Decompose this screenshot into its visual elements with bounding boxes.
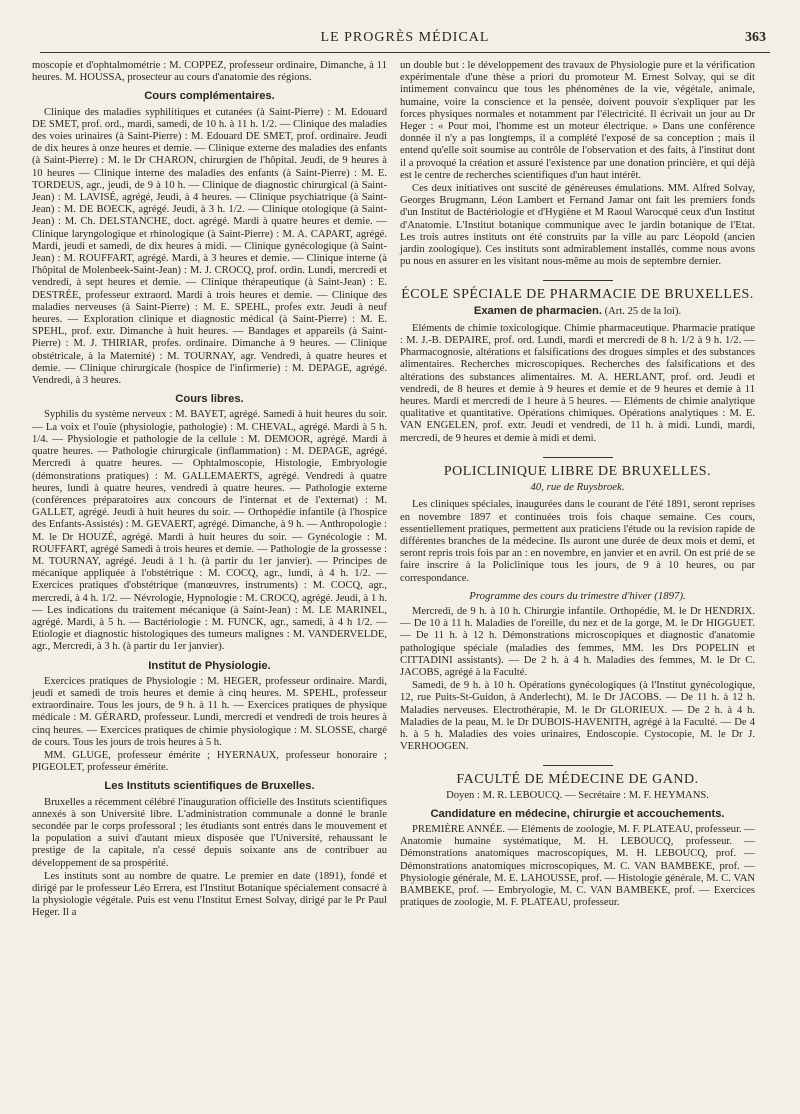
left-column — [32, 60, 387, 921]
policlinique-address: 40, rue de Ruysbroek. — [530, 481, 625, 494]
heading-examen-pharmacien: Examen de pharmacien. — [473, 304, 602, 317]
heading-faculte-gand: FACULTÉ DE MÉDECINE DE GAND. — [456, 772, 699, 788]
examen-line — [400, 305, 755, 318]
paragraph-programme-1: Mercredi, de 9 h. à 10 h. Chirurgie infantile. Orthopédie, M. le Dr HENDRIX. — De 10 à 11 h. Maladies de l'oreille, du nez et de la gorge, M. le Dr HIGGUET. — De 11 h. à 12 h. Démonstrations microscopiques et diagnostic d'anatomie pathologique spéciale (maladies des femmes, MM. les Drs POPELIN et CITTADINI assistants). — De 2 h. à 4 h. Maladies des femmes, M. le Dr C. JACOBS, agrégé à la Faculté. — [400, 605, 755, 678]
examen-reference: (Art. 25 de la loi). — [604, 305, 682, 317]
paragraph-faculte: PREMIÈRE ANNÉE. — Eléments de zoologie, M. F. PLATEAU, professeur. — Anatomie humaine systématique, M. H. LEBOUCQ, professeur. — Démonstrations anatomiques macroscopiques, M. H. LEBOUCQ, prof. — Démonstrations anatomiques microscopiques, M. C. VAN BAMBEKE, prof. — Physiologie générale, M. E. LAHOUSSE, prof. — Histologie générale, M. C. VAN BAMBEKE, prof. — Embryologie, M. C. VAN BAMBEKE, prof. — Exercices pratiques de zoologie, M. F. PLATEAU, professeur. — [400, 823, 755, 909]
paragraph-continuation-2: Ces deux initiatives ont suscité de généreuses émulations. MM. Alfred Solvay, Georges Brugmann, Léon Lambert et Fernand Jamar ont fait les premiers fonds d'un Institut de Bactériologie et d'Hygiène et M Raoul Warocqué ceux d'un Institut d'Anatomie. L'Institut botanique communique avec le jardin botanique de l'Etat. Les trois autres instituts ont été construits par la ville au parc Léopold (ancien jardin zoologique). Ces instituts sont admirablement installés, comme nous avons pu nous en assurer en les visitant nous-même au mois de septembre dernier. — [400, 183, 755, 268]
section-divider — [543, 457, 613, 458]
paragraph-cours-complementaires: Clinique des maladies syphilitiques et cutanées (à Saint-Pierre) : M. Edouard DE SMET, prof. ord., mardi, samedi, de 10 h. à 11 h. 1/2. — Clinique des maladies des voies urinaires (à Saint-Pierre) : M. Edouard DE SMET, prof. ordinaire. Jeudi de dix heures à onze heures et demie. — Clinique externe des maladies des enfants (à Saint-Pierre) : M. le Dr CHARON, chirurgien de l'hôpital. Jeudi, de 9 heures à 10 heures — Clinique interne des maladies des enfants (à Saint-Pierre) : M. E. TORDEUS, agr., jeudi, de 9 à 10 h. — Clinique de diagnostic chirurgical (à Saint-Jean) : M. LAVISÉ, agrégé, Jeudi, à 4 heures. — Clinique psychiatrique (à Saint-Jean) : M. DE BOECK, agrégé. Jeudi, à 3 h. 1/2. — Clinique otologique (à Saint-Jean) : M. Ch. DELSTANCHE, doct. agrégé. Mardi à quatre heures et demie. — Clinique laryngologique et rhinologique (à Saint-Pierre) : M. A. CAPART, agrégé. Mardi, jeudi et samedi, de dix heures à midi. — Clinique gynécologique (à Saint-Jean) : M. ROUFFART, agrégé. Mardi, à 3 heures et demie. — Clinique interne (à l'hôpital de Molenbeek-Saint-Jean) : M. J. CROCQ, prof. ordin. Lundi, mercredi et vendredi, à sept heures et demie. — Clinique thérapeutique (à Saint-Jean) : E. DESTRÉE, professeur extraord. Mardi à trois heures et demie. — Clinique des maladies nerveuses (à Saint-Pierre) : M. E. SPEHL, profes extr. Jeudi à neuf heures. — Exploration clinique et diagnostic médical (à Saint-Pierre) : M. E. SPEHL, prof. extr. Dimanche à huit heures. — Bandages et appareils (à Saint-Pierre) : M. J. THIRIAR, profes. ordinaire. Dimanche à 9 heures. — Clinique obstétricale, à la Maternité) : M. TOURNAY, agr. Vendredi, à quatre heures et demie. — Clinique chirurgicale (hospice de l'infirmerie) : M. DEPAGE, agrégé. Vendredi, à 3 heures. — [32, 106, 387, 387]
paragraph-ecole-pharmacie: Eléments de chimie toxicologique. Chimie pharmaceutique. Pharmacie pratique : M. J.-B. DEPAIRE, prof. ord. Lundi, mardi et mercredi de 8 h. 1/2 à 9 h. 1/2. — Pharmacognosie, altérations et falsifications des drogues simples et des substances alimentaires. Recherches microscopiques. Recherches des falsifications et des altérations des substances alimentaires. M. A. HERLANT, prof. ord. Jeudi et vendredi, de 8 heures et demie à 9 heures et demie et de 9 heures et demie à 11 heures. Mardi et mercredi de 1 heure à 5 heures. — Eléments de chimie analytique qualitative et quantitative. Opérations chimiques. Opérations analytiques : M. E. VAN ENGELEN, prof. extr. Jeudi et vendredi, de 11 h. à midi. Lundi, mardi, mercredi, de 9 heures et demie à midi et demi. — [400, 322, 755, 444]
journal-title: LE PROGRÈS MÉDICAL — [320, 30, 490, 45]
paragraph-cours-libres: Syphilis du système nerveux : M. BAYET, agrégé. Samedi à huit heures du soir. — La voix et l'ouïe (physiologie, pathologie) : M. CHEVAL, agrégé. Mardi à 5 h. 1/4. — Physiologie et pathologie de la cellule : M. DEMOOR, agrégé. Mardi à quatre heures. — Pathologie chirurgicale (inflammation) : M. DEPAGE, agrégé. Mercredi à quatre heures. — Ophtalmoscopie, Histologie, Embryologie (démonstrations pratiques) : M. GALLEMAERTS, agrégé. Vendredi à quatre heures, lundi à quatre heures, vendredi à quatre heures. — Pathologie externe (conférences préparatoires aux concours de l'internat et de l'externat) : M. GALLET, agrégé. Jeudi à huit heures du soir. — Orthopédie infantile (à l'hospice des Enfants-Assistés) : M. GEVAERT, agrégé. Dimanche, à 9 h. — Anthropologie : M. le Dr HOUZÉ, agrégé. Mardi à huit heures du soir. — Gynécologie : M. ROUFFART, agrégé Samedi à trois heures et demie. — Pathologie de la grossesse : M. TOURNAY, agrégé. Jeudi à 1 h. (à partir du 1er janvier). — Principes de mécanique appliquée à l'obstétrique : M. COCQ, agr., lundi, à 4 h. 1/2. — Exercices pratiques d'obstétrique (manœuvres, instruments) : M. COCQ, agr., mercredi, à 4 h. 1/2. — Névrologie, Hypnologie : M. CROCQ, agrégé. Jeudi, à 1 h. — Les indications du traitement mécanique (à Saint-Jean) : M. LE MARINEL, agrégé. Mardi, à 5 h. — Bactériologie : M. FUNCK, agr., samedi, à 4 h 1/2. — Etiologie et diagnostic histologiques des tumeurs malignes : M. VANDERVELDE, agr., Mercredi, à 3 h. (à partir du 1er janvier). — [32, 409, 387, 653]
section-divider — [543, 765, 613, 766]
running-head — [40, 30, 770, 50]
paragraph-physiologie-2: MM. GLUGE, professeur émérite ; HYERNAUX, professeur honoraire ; PIGEOLET, professeur émérite. — [32, 749, 387, 774]
heading-policlinique: POLICLINIQUE LIBRE DE BRUXELLES. — [443, 463, 712, 479]
right-column — [400, 60, 755, 910]
intro-paragraph: moscopie et d'ophtalmométrie : M. COPPEZ, professeur ordinaire, Dimanche, à 11 heures. M. HOUSSA, prosecteur au cours d'anatomie des régions. — [32, 60, 387, 84]
paragraph-continuation-1: un double but : le développement des travaux de Physiologie pure et la vérification expérimentale d'une thèse a priori du promoteur M. Ernest Solvay, qui se dit intimement convaincu que tous les phénomènes de la vie, végétale, animale, humaine, voire la conscience et la pensée, doivent pouvoir s'expliquer par les forces physiques normales et notamment par l'électricité. Il écrivait un jour au Dr Heger : « Pour moi, l'homme est un moteur électrique. » Dans une conférence donnée il n'y a pas longtemps, il a complété l'exposé de sa conception ; mais il entend qu'elle soit soumise au contrôle de l'observation et des faits, à l'institut dont il a provoqué la création et assuré l'existence par une donation princière, et qui déjà est le centre de recherches scientifiques d'un haut intérêt. — [400, 60, 755, 181]
paragraph-policlinique: Les cliniques spéciales, inaugurées dans le courant de l'été 1891, seront reprises en novembre 1897 et continuées trois fois chaque semaine. Ces cours, essentiellement pratiques, permettent aux praticiens l'étude ou la revision rapide de différentes branches de la médecine. Ils auront une durée de deux mois et demi, et seront repris trois fois par an : en novembre, en janvier et en avril. On est prié de se faire inscrire à la Policlinique tous les jours, de 9 à 10 heures, ou par correspondance. — [400, 499, 755, 584]
section-divider — [543, 280, 613, 281]
faculte-officers: Doyen : M. R. LEBOUCQ. — Secrétaire : M. F. HEYMANS. — [446, 789, 709, 801]
paragraph-instituts-1: Bruxelles a récemment célébré l'inauguration officielle des Instituts scientifiques annexés à son Université libre. L'administration communale a donné le branle secondée par le corps professoral ; les étudiants sont entrés dans le mouvement et la population a suivi d'autant mieux disposée que l'Université, rehaussant le prestige de la capitale, n'a cessé depuis soixante ans de contribuer au développement de sa prospérité. — [32, 796, 387, 869]
heading-cours-complementaires: Cours complémentaires. — [144, 90, 275, 103]
heading-ecole-pharmacie: ÉCOLE SPÉCIALE DE PHARMACIE DE BRUXELLES. — [401, 287, 754, 303]
heading-cours-libres: Cours libres. — [175, 393, 244, 406]
paragraph-instituts-2: Les instituts sont au nombre de quatre. Le premier en date (1891), fondé et dirigé par le professeur Léo Errera, est l'Institut Botanique spécialement consacré à la physiologie végétale. Puis est venu l'Institut Ernest Solvay, dirigé par le Pr Paul Heger. Il a — [32, 870, 387, 919]
heading-institut-physiologie: Institut de Physiologie. — [148, 659, 271, 672]
heading-programme: Programme des cours du trimestre d'hiver (1897). — [469, 589, 686, 602]
page-number: 363 — [745, 30, 766, 45]
heading-instituts-scientifiques: Les Instituts scientifiques de Bruxelles. — [104, 780, 315, 793]
paragraph-physiologie-1: Exercices pratiques de Physiologie : M. HEGER, professeur ordinaire. Mardi, jeudi et samedi de trois heures et demie à cinq heures. M. SPEHL, professeur extraordinaire. Tous les jours, de 9 h. à 11 h. — Exercices pratiques de physique médicale : M. GÉRARD, professeur. Lundi, mercredi et vendredi de trois heures à cinq heures. — Exercices pratiques de chimie physiologique : M. SLOSSE, chargé de cours. Tous les jours de trois heures à 5 h. — [32, 675, 387, 748]
paragraph-programme-2: Samedi, de 9 h. à 10 h. Opérations gynécologiques (à l'Institut gynécologique, 12, rue Puits-St-Guidon, à Anderlecht), M. le Dr JACOBS. — De 11 h. à 12 h. Maladies nerveuses. Electrothérapie, M. le Dr GLORIEUX. — De 2 h. à 4 h. Maladies de la peau, M. le Dr DUBOIS-HAVENITH, agrégé à la Faculté. — De 4 h. à 5 h. Maladies des voies urinaires, Endoscopie. Cystocopie, M. le Dr J. VERHOOGEN. — [400, 680, 755, 753]
header-rule — [40, 52, 770, 53]
heading-candidature: Candidature en médecine, chirurgie et accouchements. — [430, 807, 725, 820]
